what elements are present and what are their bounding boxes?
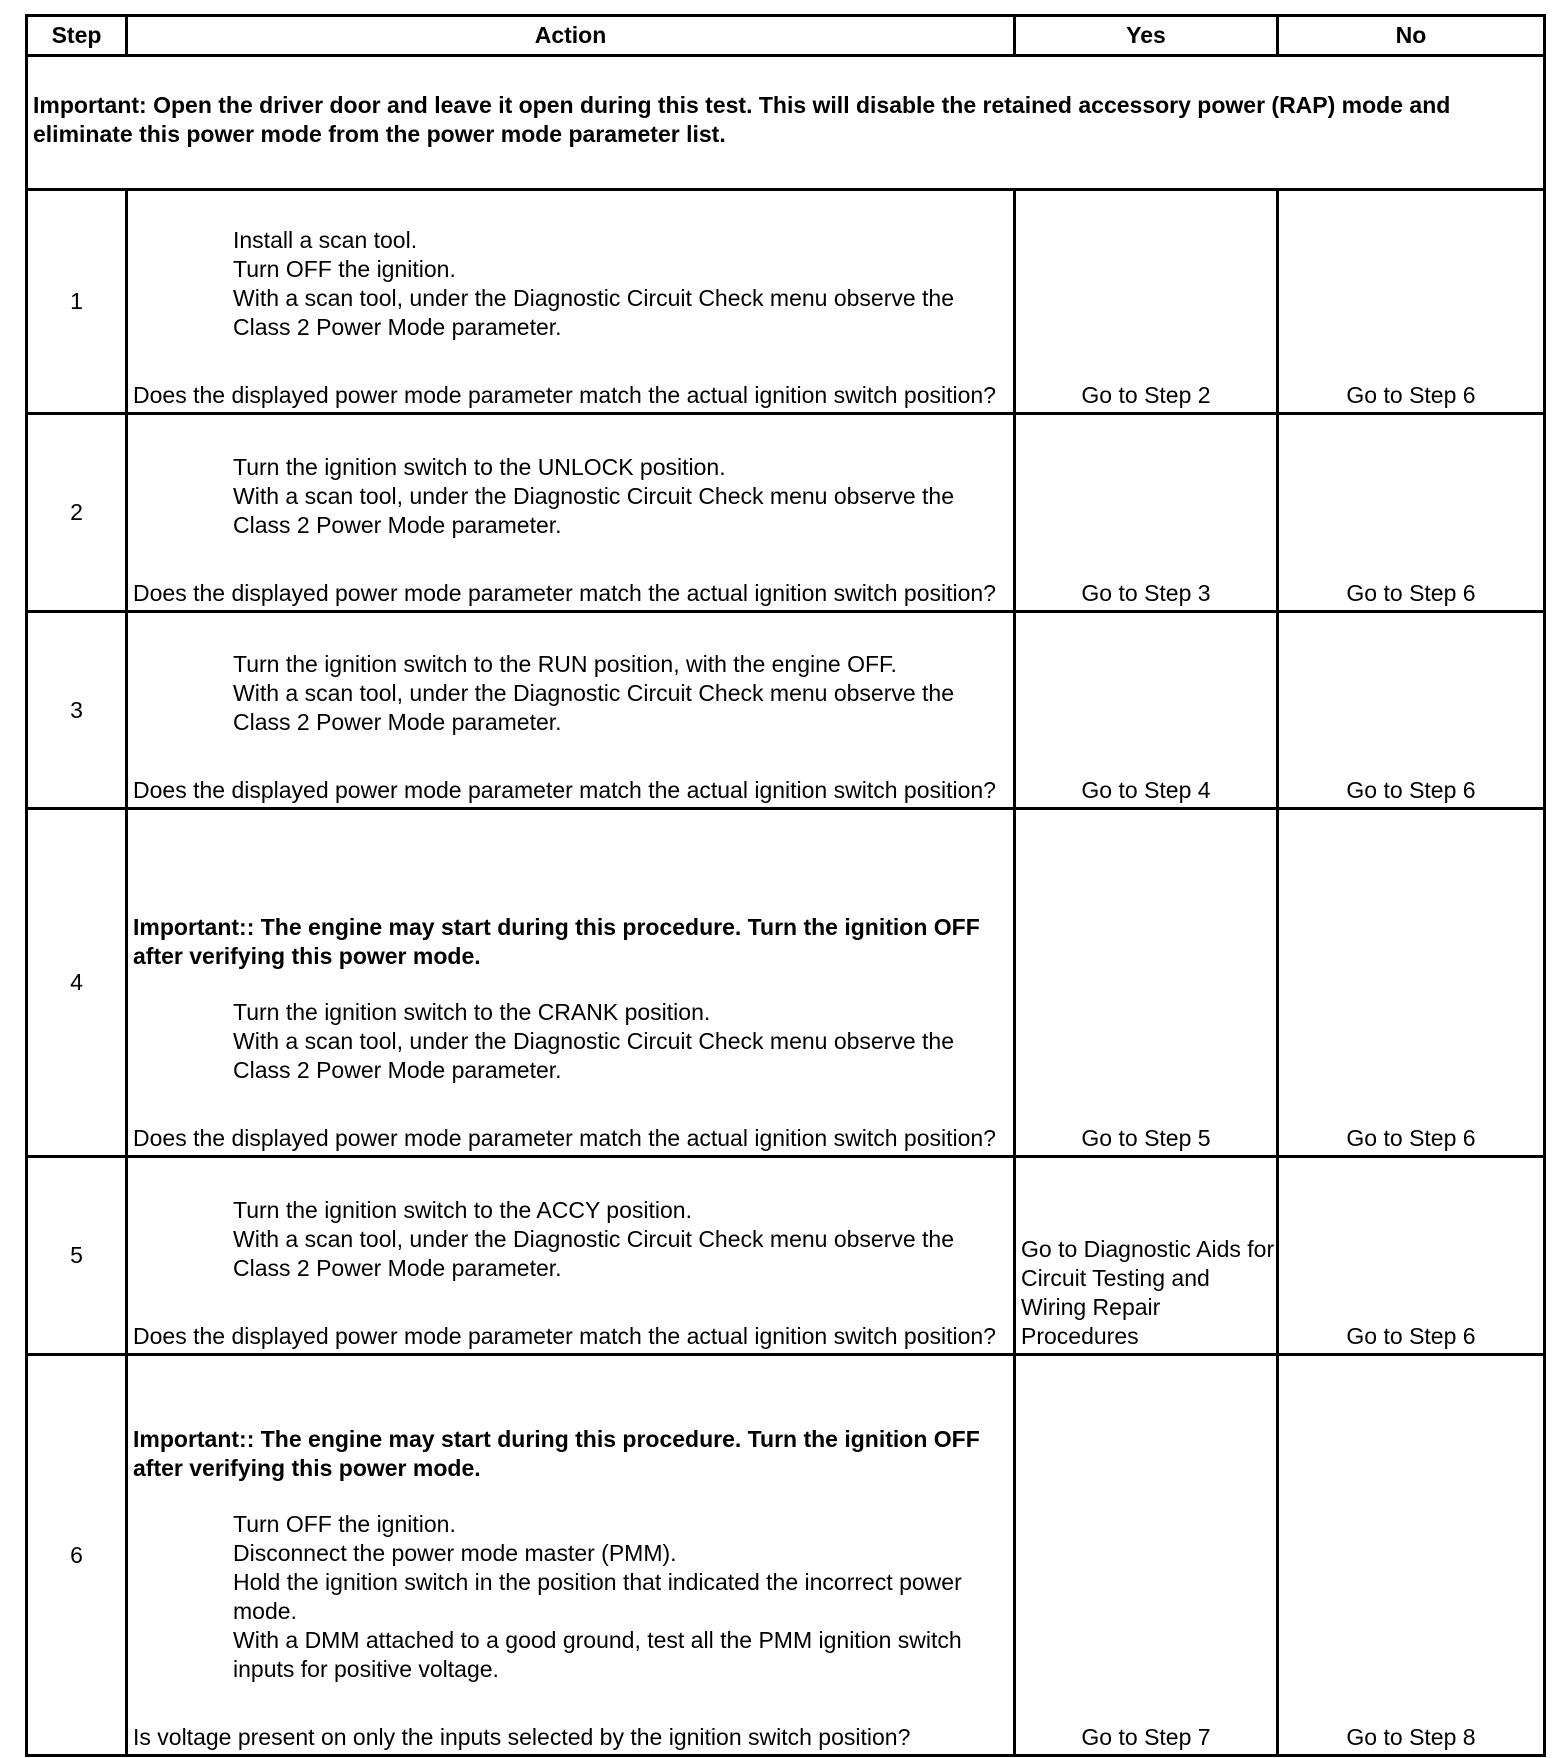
substep-list [133,650,1009,737]
question: Does the displayed power mode parameter match the actual ignition switch position? [133,777,996,803]
yes-cell: Go to Diagnostic Aids for Circuit Testing and Wiring Repair Procedures [1015,1157,1278,1355]
header-action: Action [127,16,1015,56]
substep: Turn the ignition switch to the UNLOCK position. [233,454,726,480]
action-cell [127,612,1015,809]
substep: With a scan tool, under the Diagnostic Circuit Check menu observe the Class 2 Power Mode parameter. [233,285,955,340]
action-cell [127,190,1015,414]
step-number: 1 [27,190,127,414]
yes-cell: Go to Step 2 [1015,190,1278,414]
header-yes: Yes [1015,16,1278,56]
question: Is voltage present on only the inputs selected by the ignition switch position? [133,1724,911,1750]
substep: Install a scan tool. [233,227,418,253]
step-number: 3 [27,612,127,809]
table-row [27,1157,1545,1355]
table-row [27,1355,1545,1756]
yes-cell: Go to Step 3 [1015,414,1278,612]
important-note: Important:: The engine may start during this procedure. Turn the ignition OFF after verifying this power mode. [133,1426,980,1481]
substep: With a scan tool, under the Diagnostic Circuit Check menu observe the Class 2 Power Mode parameter. [233,1226,955,1281]
table-row [27,612,1545,809]
yes-cell: Go to Step 4 [1015,612,1278,809]
yes-cell: Go to Step 5 [1015,809,1278,1157]
question: Does the displayed power mode parameter match the actual ignition switch position? [133,382,996,408]
question: Does the displayed power mode parameter match the actual ignition switch position? [133,580,996,606]
action-cell [127,809,1015,1157]
action-cell [127,414,1015,612]
no-cell: Go to Step 6 [1278,1157,1545,1355]
no-cell: Go to Step 6 [1278,414,1545,612]
substep-list [133,1510,1009,1684]
substep: Hold the ignition switch in the position that indicated the incorrect power mode. [233,1569,962,1624]
header-step: Step [27,16,127,56]
header-no: No [1278,16,1545,56]
yes-cell: Go to Step 7 [1015,1355,1278,1756]
substep-list [133,998,1009,1085]
no-cell: Go to Step 8 [1278,1355,1545,1756]
substep: Turn OFF the ignition. [233,256,456,282]
substep: Disconnect the power mode master (PMM). [233,1540,677,1566]
step-number: 2 [27,414,127,612]
action-cell [127,1355,1015,1756]
important-banner: Important: Open the driver door and leave it open during this test. This will disable the retained accessory power (RAP) mode and eliminate this power mode from the power mode parameter list. [27,56,1545,190]
important-note: Important:: The engine may start during this procedure. Turn the ignition OFF after verifying this power mode. [133,914,980,969]
banner-row [27,56,1545,190]
no-cell: Go to Step 6 [1278,809,1545,1157]
substep: Turn the ignition switch to the RUN position, with the engine OFF. [233,651,897,677]
substep: With a DMM attached to a good ground, test all the PMM ignition switch inputs for positive voltage. [233,1627,962,1682]
action-cell [127,1157,1015,1355]
substep: With a scan tool, under the Diagnostic Circuit Check menu observe the Class 2 Power Mode parameter. [233,680,955,735]
table-row [27,414,1545,612]
substep: Turn the ignition switch to the CRANK position. [233,999,711,1025]
step-number: 4 [27,809,127,1157]
table-row [27,190,1545,414]
substep-list [133,226,1009,342]
substep-list [133,453,1009,540]
substep-list [133,1196,1009,1283]
table-row [27,809,1545,1157]
no-cell: Go to Step 6 [1278,612,1545,809]
diagnostic-table [25,14,1546,1757]
substep: With a scan tool, under the Diagnostic Circuit Check menu observe the Class 2 Power Mode parameter. [233,483,955,538]
substep: Turn OFF the ignition. [233,1511,456,1537]
step-number: 6 [27,1355,127,1756]
header-row [27,16,1545,56]
question: Does the displayed power mode parameter match the actual ignition switch position? [133,1125,996,1151]
substep: With a scan tool, under the Diagnostic Circuit Check menu observe the Class 2 Power Mode parameter. [233,1028,955,1083]
substep: Turn the ignition switch to the ACCY position. [233,1197,692,1223]
no-cell: Go to Step 6 [1278,190,1545,414]
step-number: 5 [27,1157,127,1355]
question: Does the displayed power mode parameter match the actual ignition switch position? [133,1323,996,1349]
